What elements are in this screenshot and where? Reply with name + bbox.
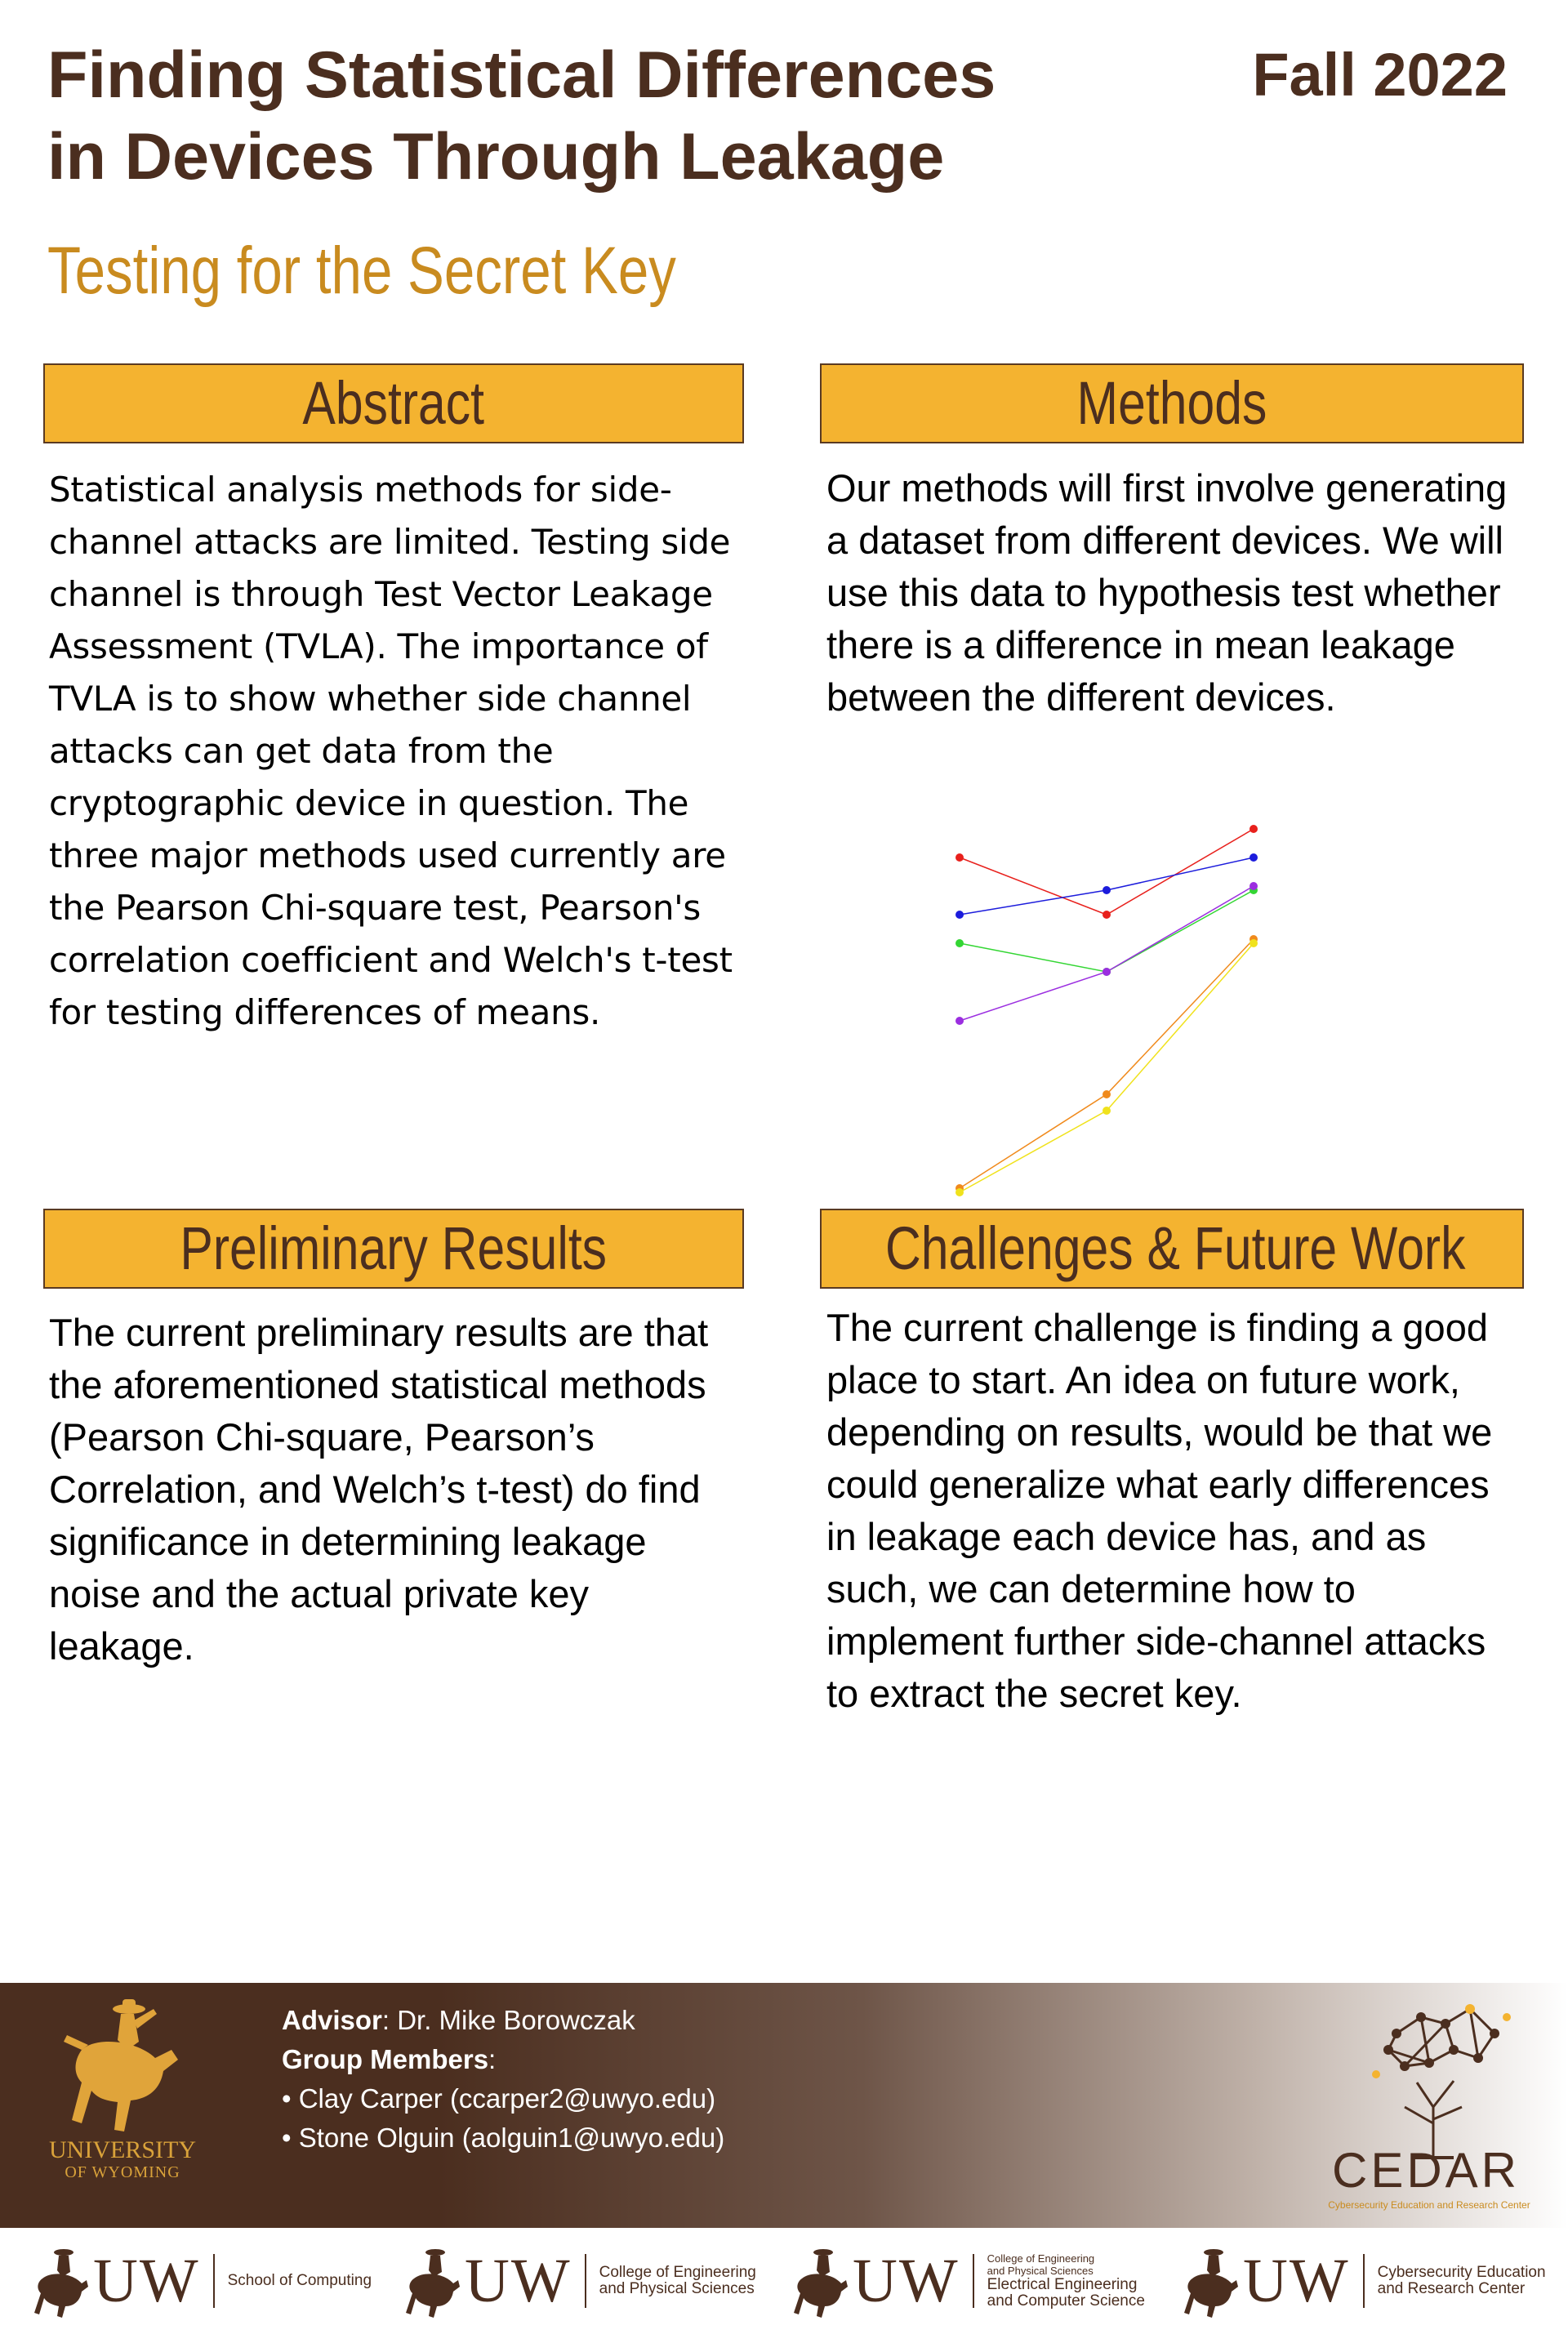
series-line-yellow [960,943,1254,1192]
cedar-wordmark-subtext: Cybersecurity Education and Research Center [1328,2199,1530,2211]
partner-label-line: and Research Center [1377,2280,1526,2297]
methods-heading [820,363,1524,443]
cowboy-icon [792,2244,849,2318]
partner-label [599,2265,756,2297]
cedar-wordmark: CEDAR [1331,2143,1521,2198]
partner-logo-ceps [404,2236,756,2326]
partner-logo-school-of-computing [33,2236,372,2326]
partner-label-line: College of Engineering [599,2264,756,2281]
partner-label-line: College of Engineering [987,2252,1095,2265]
cowboy-icon [1183,2244,1240,2318]
data-point-blue [956,911,964,919]
partner-label [987,2252,1145,2310]
member-item: • Stone Olguin (aolguin1@uwyo.edu) [282,2123,725,2153]
partner-label-line: School of Computing [227,2272,372,2289]
data-point-red [1250,825,1258,833]
divider [585,2254,586,2308]
uw-wordmark-line2: OF WYOMING [65,2163,180,2181]
data-point-red [956,853,964,862]
poster-subtitle: Testing for the Secret Key [47,234,676,308]
advisor-name: : Dr. Mike Borowczak [381,2005,635,2035]
cowboy-icon [404,2244,461,2318]
advisor-line [282,2001,724,2040]
poster-title [47,34,1174,198]
cowboy-icon [33,2244,90,2318]
abstract-body: Statistical analysis methods for side-channel attacks are limited. Testing side channel is through Test Vector Leakage Assessment (TVLA). The importance of TVLA is to show whether side channel attacks can get data from the cryptographic device in question. The three major methods used currently are the Pearson Chi-square test, Pearson's correlation coefficient and Welch's t-test for testing differences of means. [49,470,733,1032]
data-point-orange [1102,1090,1111,1098]
uw-mark: UW [853,2246,960,2315]
partner-label [1378,2265,1546,2297]
data-point-blue [1250,853,1258,862]
partner-label-line: and Computer Science [987,2292,1145,2310]
series-line-red [960,829,1254,915]
uw-mark: UW [465,2246,572,2315]
leakage-line-chart [923,776,1290,1200]
partner-logo-eecs [792,2236,1145,2326]
uw-wordmark-line1: UNIVERSITY [49,2136,196,2163]
methods-heading-label: Methods [1076,369,1267,437]
title-line-1: Finding Statistical Differences [47,38,996,112]
team-info [282,2001,724,2158]
poster-date: Fall 2022 [1252,41,1508,109]
challenges-heading-label: Challenges & Future Work [884,1214,1466,1282]
cedar-tree-logo-icon [1339,1984,1535,2164]
divider [1363,2254,1365,2308]
members-colon: : [488,2044,497,2074]
uw-mark: UW [1243,2246,1350,2315]
challenges-body: The current challenge is finding a good place to start. An idea on future work, depending on results, would be that we could generalize what early differences in leakage each device has, and as such, we can determine how to implement further side-channel attacks to extract the secret key. [826,1306,1493,1715]
divider [973,2254,974,2308]
member-item: • Clay Carper (ccarper2@uwyo.edu) [282,2083,716,2114]
data-point-green [956,939,964,947]
partner-label-line: and Physical Sciences [987,2265,1094,2277]
divider [213,2254,215,2308]
partner-label-line: Electrical Engineering [987,2276,1138,2293]
series-line-green [960,890,1254,972]
data-point-purple [1102,968,1111,976]
partner-label-line: Cybersecurity Education [1377,2264,1546,2281]
partner-label [228,2273,372,2289]
title-line-2: in Devices Through Leakage [47,120,945,194]
data-point-yellow [1102,1107,1111,1115]
data-point-red [1102,911,1111,919]
uw-mark: UW [93,2246,200,2315]
members-label: Group Members [282,2044,489,2074]
data-point-yellow [956,1188,964,1196]
advisor-label: Advisor [282,2005,382,2035]
series-line-purple [960,886,1254,1021]
partner-label-line: and Physical Sciences [599,2280,755,2297]
abstract-heading [43,363,744,443]
series-line-orange [960,939,1254,1188]
challenges-heading [820,1209,1524,1289]
preliminary-results-heading-label: Preliminary Results [180,1214,608,1282]
abstract-heading-label: Abstract [302,369,485,437]
uw-wordmark [49,2138,196,2182]
members-heading [282,2040,724,2079]
data-point-yellow [1250,939,1258,947]
preliminary-results-heading [43,1209,744,1289]
data-point-blue [1102,886,1111,894]
data-point-purple [956,1017,964,1025]
data-point-purple [1250,882,1258,890]
preliminary-results-body: The current preliminary results are that the aforementioned statistical methods (Pearson Chi-square, Pearson’s Correlation, and Welch’s t-test) do find significance in determining leakage noise and the actual private key leakage. [49,1311,709,1668]
partner-logo-cedar [1183,2236,1546,2326]
methods-body: Our methods will first involve generating a dataset from different devices. We will use this data to hypothesis test whether there is a difference in mean leakage between the different devices. [826,466,1508,719]
